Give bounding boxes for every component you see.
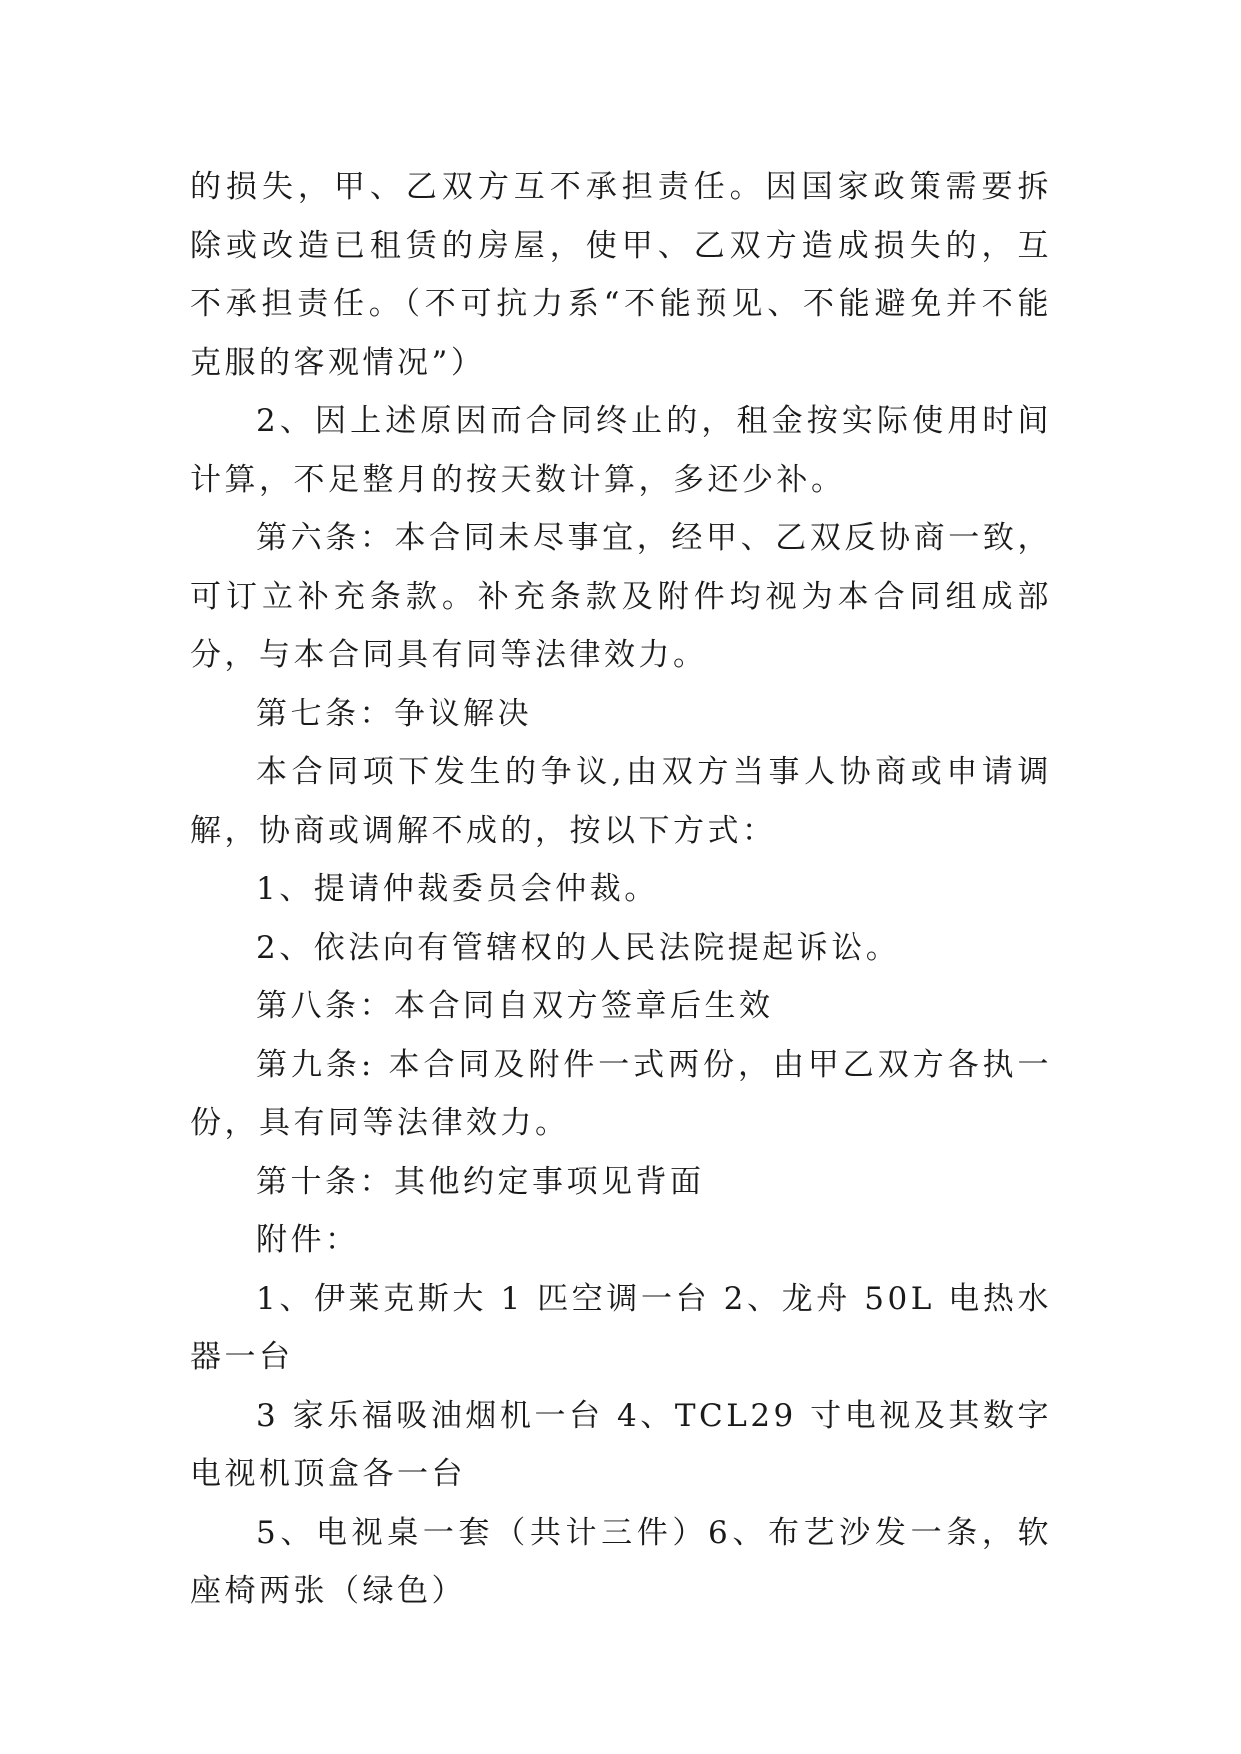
paragraph-article-7-heading: 第七条：争议解决 bbox=[256, 695, 532, 732]
paragraph-article-9: 第九条: 本合同及附件一式两份，由甲乙双方各执一份，具有同等法律效力。 bbox=[190, 1046, 1052, 1141]
paragraph-article-8: 第八条：本合同自双方签章后生效 bbox=[256, 988, 774, 1024]
paragraph-litigation: 2、依法向有管辖权的人民法院提起诉讼。 bbox=[256, 929, 901, 966]
paragraph-force-majeure-continued: 的损失，甲、乙双方互不承担责任。因国家政策需要拆除或改造已租赁的房屋，使甲、乙双方造成损失的，互不承担责任。（不可抗力系“不能预见、不能避免并不能克服的客观情况”） bbox=[190, 169, 1052, 381]
document-body bbox=[190, 158, 1052, 1621]
paragraph-attachment-items-3: 5、电视桌一套（共计三件）6、布艺沙发一条，软座椅两张（绿色） bbox=[190, 1514, 1052, 1609]
paragraph-dispute-resolution: 本合同项下发生的争议,由双方当事人协商或申请调解，协商或调解不成的，按以下方式： bbox=[190, 754, 1052, 849]
paragraph-attachment-items-2: 3 家乐福吸油烟机一台 4、TCL29 寸电视及其数字电视机顶盒各一台 bbox=[190, 1397, 1052, 1492]
paragraph-attachments-heading: 附件： bbox=[256, 1222, 360, 1258]
paragraph-arbitration: 1、提请仲裁委员会仲裁。 bbox=[256, 871, 659, 907]
paragraph-article-6: 第六条：本合同未尽事宜，经甲、乙双反协商一致，可订立补充条款。补充条款及附件均视为本合同组成部分，与本合同具有同等法律效力。 bbox=[190, 520, 1052, 673]
paragraph-attachment-items-1: 1、伊莱克斯大 1 匹空调一台 2、龙舟 50L 电热水器一台 bbox=[190, 1280, 1052, 1375]
paragraph-article-10: 第十条：其他约定事项见背面 bbox=[256, 1163, 705, 1200]
paragraph-termination-rent: 2、因上述原因而合同终止的，租金按实际使用时间计算，不足整月的按天数计算，多还少补。 bbox=[190, 403, 1052, 498]
